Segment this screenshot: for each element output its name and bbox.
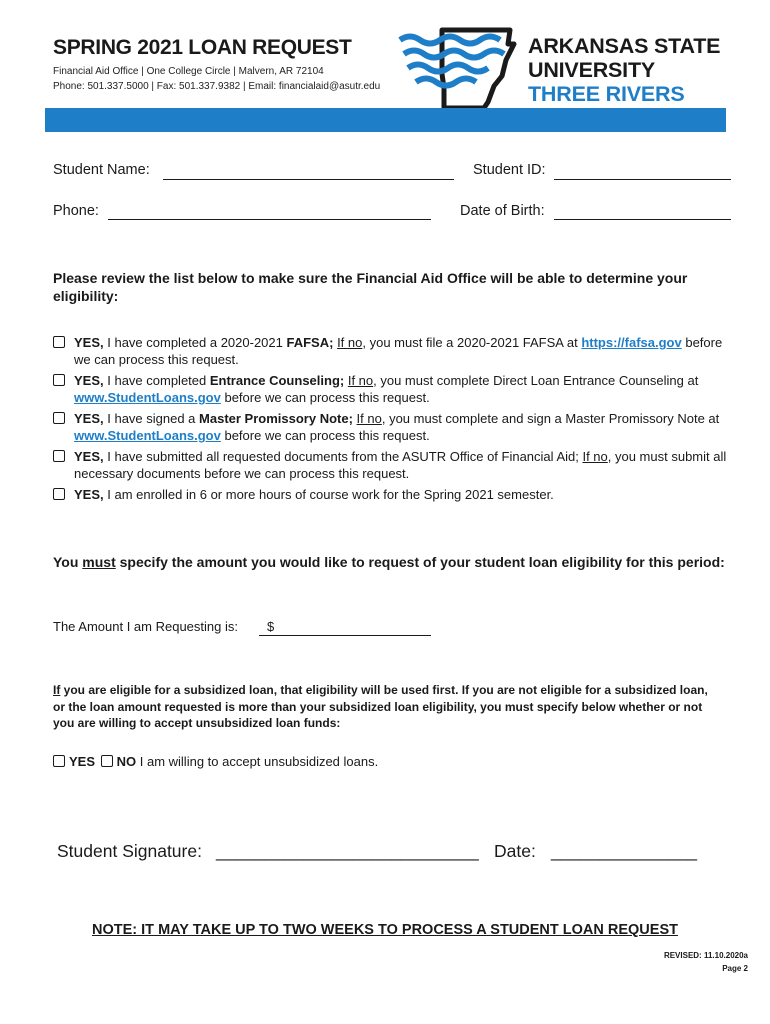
subsidized-paragraph: If you are eligible for a subsidized loan, that eligibility will be used first. If you are not eligible for a subsidized loan, or the loan amount requested is more than your subsidized loan eligibility, you must specify below whether or not you are willing to accept unsubsidized loan funds: [53,683,708,730]
no-checkbox[interactable] [101,755,113,767]
date-field[interactable]: _______________ [551,841,697,861]
checklist-item-entrance-counseling: YES, I have completed Entrance Counseling; If no, you must complete Direct Loan Entrance Counseling at www.StudentLoans.gov before we can process this request. [53,372,733,406]
amount-field[interactable] [259,619,431,636]
date-label: Date: [494,841,536,861]
amount-heading: You must specify the amount you would like to request of your student loan eligibility for this period: [53,554,725,570]
checklist-item-documents: YES, I have submitted all requested documents from the ASUTR Office of Financial Aid; If no, you must submit all necessary documents before we can process this request. [53,448,733,482]
form-title: SPRING 2021 LOAN REQUEST [53,36,352,59]
checklist-item-enrollment: YES, I am enrolled in 6 or more hours of course work for the Spring 2021 semester. [53,486,733,503]
entrance-counseling-checkbox[interactable] [53,374,65,386]
page-number: Page 2 [722,964,748,973]
studentloans-link[interactable]: www.StudentLoans.gov [74,390,221,405]
signature-label: Student Signature: [57,841,202,861]
amount-label: The Amount I am Requesting is: [53,619,238,634]
header-accent-bar [45,108,726,132]
university-logo [398,24,738,114]
student-id-label: Student ID: [473,162,546,178]
mpn-checkbox[interactable] [53,412,65,424]
checklist-item-fafsa: YES, I have completed a 2020-2021 FAFSA; If no, you must file a 2020-2021 FAFSA at https://fafsa.gov before we can process this request. [53,334,733,368]
dob-field[interactable] [554,219,731,220]
arkansas-state-map-icon [398,24,518,114]
logo-line-3: THREE RIVERS [528,82,685,106]
documents-checkbox[interactable] [53,450,65,462]
dob-label: Date of Birth: [460,203,545,219]
processing-note: NOTE: IT MAY TAKE UP TO TWO WEEKS TO PROCESS A STUDENT LOAN REQUEST [92,922,678,938]
currency-symbol: $ [267,619,275,634]
student-name-label: Student Name: [53,162,150,178]
checklist-item-mpn: YES, I have signed a Master Promissory Note; If no, you must complete and sign a Master Promissory Note at www.StudentLoans.gov before we can process this request. [53,410,733,444]
fafsa-checkbox[interactable] [53,336,65,348]
student-id-field[interactable] [554,179,731,180]
yes-checkbox[interactable] [53,755,65,767]
review-heading: Please review the list below to make sure the Financial Aid Office will be able to determine your eligibility: [53,270,688,304]
unsubsidized-choice: YES NO I am willing to accept unsubsidized loans. [53,754,378,769]
office-contact: Phone: 501.337.5000 | Fax: 501.337.9382 | Email: financialaid@asutr.edu [53,81,381,92]
logo-line-1: ARKANSAS STATE [528,34,721,58]
phone-field[interactable] [108,219,431,220]
revised-date: REVISED: 11.10.2020a [663,951,748,960]
office-address: Financial Aid Office | One College Circle | Malvern, AR 72104 [53,66,324,77]
logo-line-2: UNIVERSITY [528,58,656,82]
student-name-field[interactable] [163,179,454,180]
signature-field[interactable]: ___________________________ [216,841,479,861]
phone-label: Phone: [53,203,99,219]
studentloans-link-2[interactable]: www.StudentLoans.gov [74,428,221,443]
fafsa-link[interactable]: https://fafsa.gov [581,335,682,350]
enrollment-checkbox[interactable] [53,488,65,500]
eligibility-checklist [53,334,733,507]
